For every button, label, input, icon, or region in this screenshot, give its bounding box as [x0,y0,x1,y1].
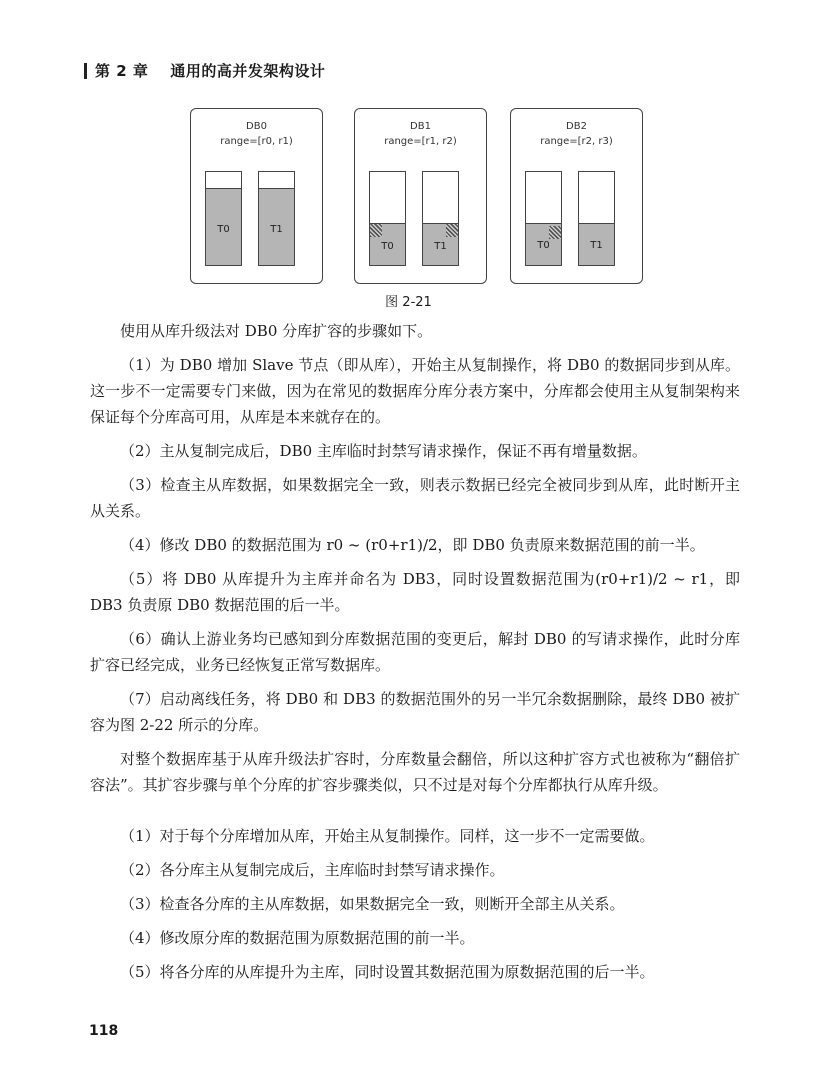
table-t0 [525,171,562,266]
table-label: T0 [381,241,394,252]
paragraph: （4）修改 DB0 的数据范围为 r0 ~ (r0+r1)/2，即 DB0 负责原来数据范围的前一半。 [120,536,705,554]
figure-caption: 图 2-21 [385,295,432,310]
db-box-db2 [510,108,643,284]
chapter-number: 第 2 章 [95,62,149,80]
table-t0 [369,171,406,266]
figure-2-21 [190,108,660,298]
paragraph: 对整个数据库基于从库升级法扩容时，分库数量会翻倍，所以这种扩容方式也被称为“翻倍扩容法”。其扩容步骤与单个分库的扩容步骤类似，只不过是对每个分库都执行从库升级。 [90,750,740,794]
table-label: T1 [270,224,283,235]
paragraph: （5）将 DB0 从库提升为主库并命名为 DB3，同时设置数据范围为(r0+r1)/2 ~ r1，即 DB3 负责原 DB0 数据范围的后一半。 [90,570,740,614]
chapter-title: 通用的高并发架构设计 [170,62,326,80]
table-label: T1 [590,240,603,251]
paragraph: （7）启动离线任务，将 DB0 和 DB3 的数据范围外的另一半冗余数据删除，最终 DB0 被扩容为图 2-22 所示的分库。 [90,690,740,734]
hatched-region [549,226,561,239]
hatched-region [446,224,458,237]
table-label: T0 [537,240,550,251]
db-name: DB2 [566,121,587,132]
paragraph: （2）主从复制完成后，DB0 主库临时封禁写请求操作，保证不再有增量数据。 [120,442,647,460]
running-header [84,60,325,81]
paragraph: （1）对于每个分库增加从库，开始主从复制操作。同样，这一步不一定需要做。 [120,827,655,845]
table-t1 [258,171,295,266]
db-box-db1 [354,108,487,284]
db-name: DB1 [410,121,431,132]
db-name: DB0 [246,121,267,132]
paragraph: （6）确认上游业务均已感知到分库数据范围的变更后，解封 DB0 的写请求操作，此时分库扩容已经完成，业务已经恢复正常写数据库。 [90,630,740,674]
paragraph: （3）检查各分库的主从库数据，如果数据完全一致，则断开全部主从关系。 [120,895,625,913]
paragraph: （5）将各分库的从库提升为主库，同时设置其数据范围为原数据范围的后一半。 [120,963,655,981]
db-range: range=[r1, r2) [384,136,457,147]
paragraph: （3）检查主从库数据，如果数据完全一致，则表示数据已经完全被同步到从库，此时断开主从关系。 [90,476,740,520]
db-box-db0 [190,108,323,284]
page-number: 118 [89,1023,119,1039]
table-label: T0 [217,224,230,235]
table-label: T1 [434,241,447,252]
hatched-region [370,224,382,237]
db-range: range=[r2, r3) [540,136,613,147]
paragraph: （4）修改原分库的数据范围为原数据范围的前一半。 [120,929,475,947]
table-t0 [205,171,242,266]
paragraph: 使用从库升级法对 DB0 分库扩容的步骤如下。 [120,322,433,340]
db-range: range=[r0, r1) [220,136,293,147]
table-t1 [422,171,459,266]
paragraph: （2）各分库主从复制完成后，主库临时封禁写请求操作。 [120,861,505,879]
header-bar [84,63,87,79]
paragraph: （1）为 DB0 增加 Slave 节点（即从库），开始主从复制操作，将 DB0 的数据同步到从库。这一步不一定需要专门来做，因为在常见的数据库分库分表方案中，分库都会使用主从复制架构来保证每个分库高可用，从库是本来就存在的。 [90,356,740,426]
table-t1 [578,171,615,266]
